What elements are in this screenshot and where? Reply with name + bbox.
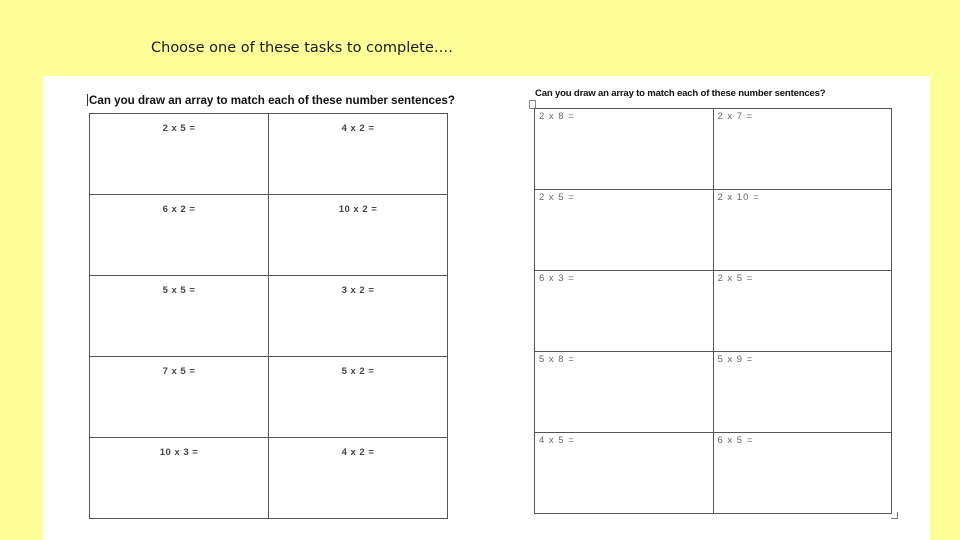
worksheet-cell[interactable]	[535, 271, 714, 352]
number-sentence: 2 x 5 =	[717, 273, 754, 284]
worksheet-cell[interactable]	[269, 438, 448, 519]
number-sentence: 10 x 3 =	[159, 447, 199, 458]
page-heading: Choose one of these tasks to complete….	[151, 40, 453, 56]
table-row	[535, 271, 892, 352]
worksheet-paper	[43, 76, 930, 540]
left-sheet-title: Can you draw an array to match each of these number sentences?	[89, 94, 455, 107]
number-sentence: 2 x 5 =	[162, 123, 196, 134]
number-sentence: 5 x 9 =	[717, 354, 754, 365]
number-sentence: 5 x 8 =	[539, 354, 575, 365]
number-sentence: 4 x 5 =	[539, 435, 575, 446]
corner-marker-icon	[891, 512, 898, 519]
worksheet-cell[interactable]	[269, 195, 448, 276]
number-sentence: 2 x 8 =	[539, 111, 575, 122]
table-row	[535, 352, 892, 433]
table-row	[90, 195, 448, 276]
worksheet-cell[interactable]	[90, 357, 269, 438]
worksheet-cell[interactable]	[535, 190, 714, 271]
number-sentence: 5 x 2 =	[341, 366, 375, 377]
number-sentence: 6 x 5 =	[717, 435, 754, 446]
worksheet-cell[interactable]	[535, 433, 714, 514]
number-sentence: 5 x 5 =	[162, 285, 196, 296]
left-worksheet-grid	[89, 113, 448, 519]
number-sentence: 4 x 2 =	[341, 123, 375, 134]
worksheet-cell[interactable]	[90, 276, 269, 357]
worksheet-cell[interactable]	[713, 433, 892, 514]
right-worksheet-grid	[534, 108, 892, 514]
worksheet-cell[interactable]	[269, 357, 448, 438]
worksheet-cell[interactable]	[713, 271, 892, 352]
worksheet-cell[interactable]	[713, 109, 892, 190]
worksheet-cell[interactable]	[535, 109, 714, 190]
number-sentence: 6 x 3 =	[539, 273, 575, 284]
number-sentence: 3 x 2 =	[341, 285, 375, 296]
number-sentence: 2 x 5 =	[539, 192, 575, 203]
table-row	[90, 357, 448, 438]
table-row	[90, 438, 448, 519]
worksheet-cell[interactable]	[90, 114, 269, 195]
table-row	[535, 190, 892, 271]
number-sentence: 4 x 2 =	[341, 447, 375, 458]
worksheet-cell[interactable]	[713, 190, 892, 271]
number-sentence: 2 x 7 =	[717, 111, 754, 122]
number-sentence: 10 x 2 =	[338, 204, 378, 215]
worksheet-cell[interactable]	[90, 438, 269, 519]
table-row	[535, 433, 892, 514]
number-sentence: 7 x 5 =	[162, 366, 196, 377]
worksheet-cell[interactable]	[269, 114, 448, 195]
right-sheet-title: Can you draw an array to match each of these number sentences?	[535, 88, 826, 99]
worksheet-cell[interactable]	[90, 195, 269, 276]
worksheet-cell[interactable]	[269, 276, 448, 357]
table-row	[535, 109, 892, 190]
number-sentence: 6 x 2 =	[162, 204, 196, 215]
table-row	[90, 114, 448, 195]
table-row	[90, 276, 448, 357]
number-sentence: 2 x 10 =	[717, 192, 760, 203]
worksheet-cell[interactable]	[713, 352, 892, 433]
worksheet-cell[interactable]	[535, 352, 714, 433]
